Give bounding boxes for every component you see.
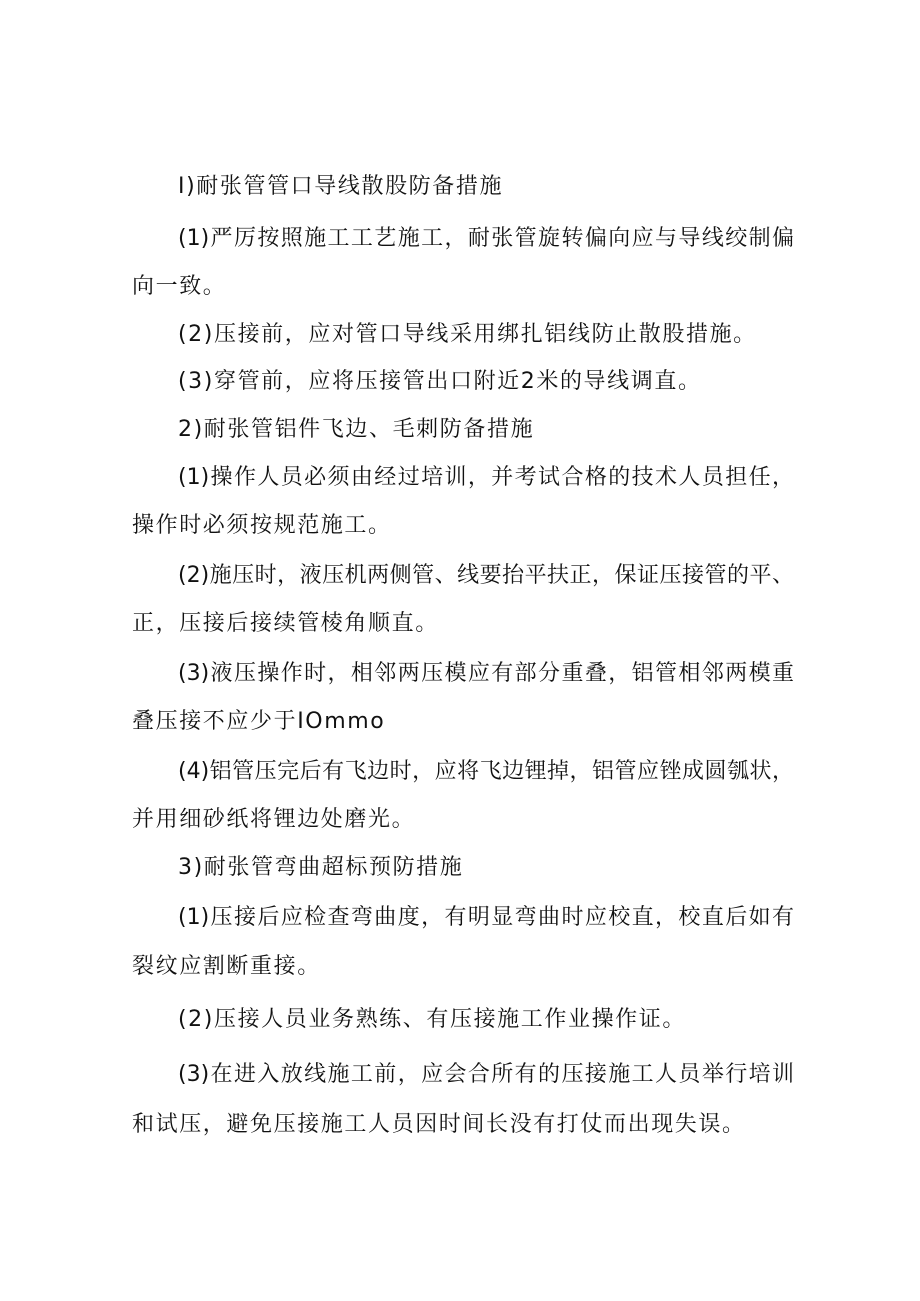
paragraph-line: 裂纹应割断重接。	[132, 954, 321, 979]
paragraph-line: (3)在进入放线施工前，应会合所有的压接施工人员举行培训	[178, 1062, 794, 1087]
paragraph-line: 正，压接后接续管棱角顺直。	[132, 611, 439, 636]
paragraph-line: (1)压接后应检查弯曲度，有明显弯曲时应校直，校直后如有	[178, 905, 794, 930]
paragraph-line: (4)铝管压完后有飞边时，应将飞边锂掉，铝管应锉成圆瓠状，	[178, 759, 794, 784]
paragraph-line: 和试压，避免压接施工人员因时间长没有打仗而出现失误。	[132, 1112, 746, 1137]
paragraph-line: (1)操作人员必须由经过培训，并考试合格的技术人员担任，	[178, 465, 794, 490]
paragraph-line: (3)液压操作时，相邻两压模应有部分重叠，铝管相邻两模重	[178, 661, 794, 686]
section-heading-1: I)耐张管管口导线散股防备措施	[178, 174, 504, 199]
paragraph-line: 操作时必须按规范施工。	[132, 513, 392, 538]
section-heading-2: 2)耐张管铝件飞边、毛刺防备措施	[178, 417, 535, 442]
paragraph-line: (2)施压时，液压机两侧管、线要抬平扶正，保证压接管的平、	[178, 563, 794, 588]
paragraph-line: (1)严厉按照施工工艺施工，耐张管旋转偏向应与导线绞制偏	[178, 226, 794, 251]
paragraph-line: 叠压接不应少于IOmmo	[132, 709, 386, 734]
paragraph-line: (2)压接前，应对管口导线采用绑扎铝线防止散股措施。	[178, 322, 757, 347]
section-heading-3: 3)耐张管弯曲超标预防措施	[178, 855, 464, 880]
paragraph-line: 并用细砂纸将锂边处磨光。	[132, 807, 416, 832]
paragraph-line: 向一致。	[132, 274, 227, 299]
paragraph-line: (2)压接人员业务熟练、有压接施工作业操作证。	[178, 1007, 686, 1032]
paragraph-line: (3)穿管前，应将压接管出口附近2米的导线调直。	[178, 369, 702, 394]
